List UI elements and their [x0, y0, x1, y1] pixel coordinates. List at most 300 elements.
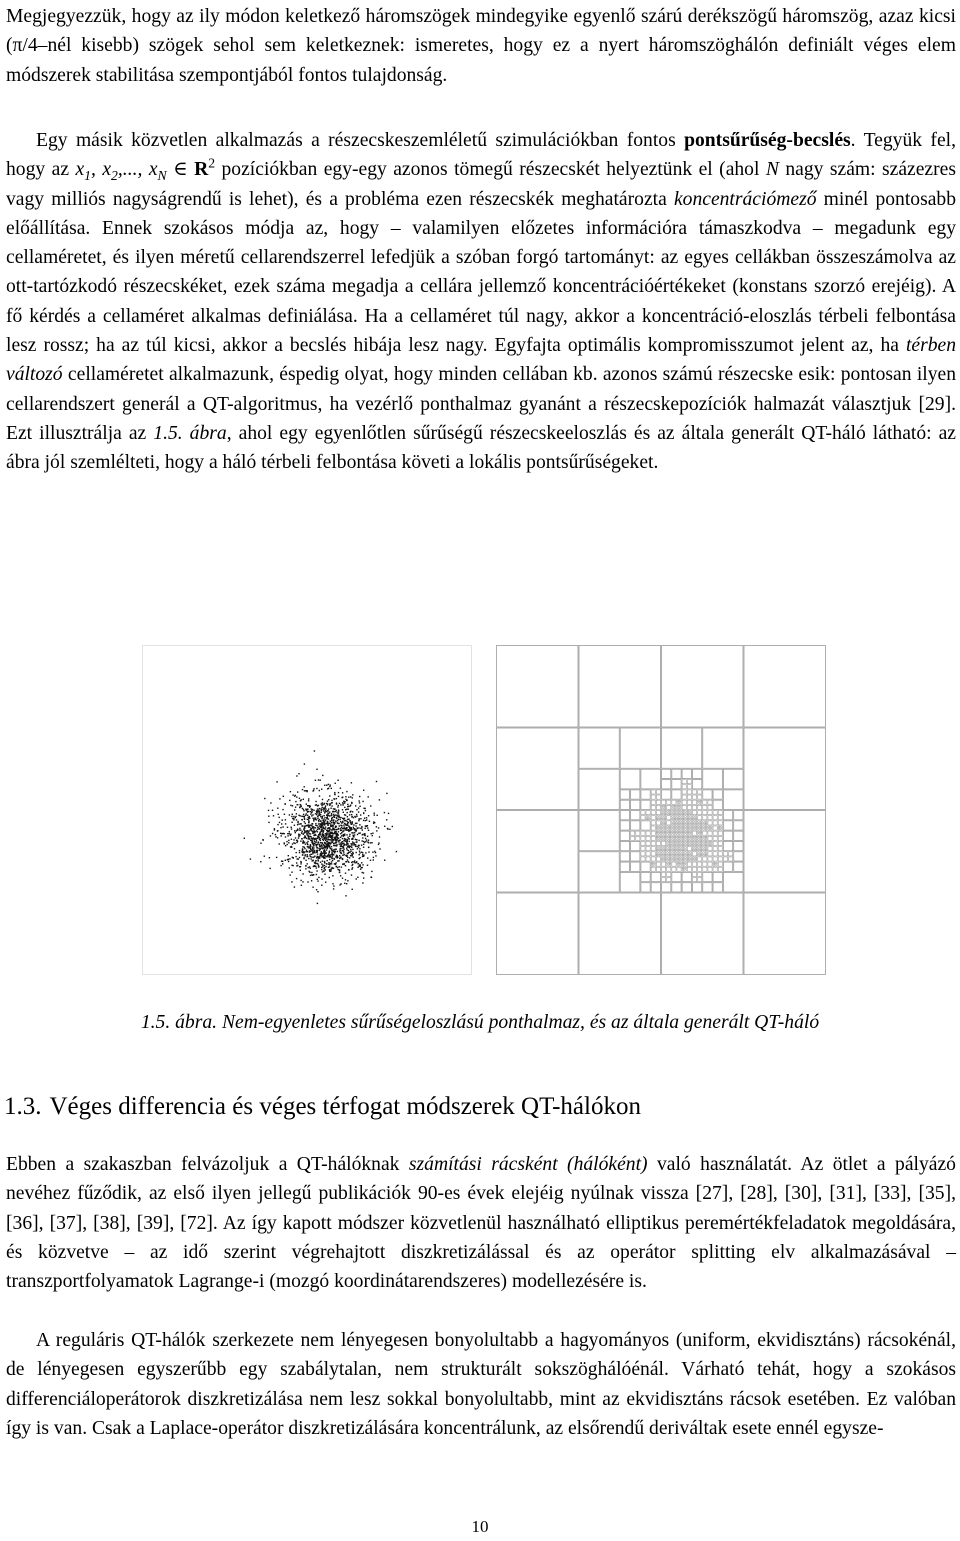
point-mark [295, 801, 296, 802]
qt-cell [667, 849, 669, 851]
point-mark [358, 820, 359, 821]
point-mark [341, 866, 342, 867]
point-mark [347, 861, 348, 862]
point-mark [331, 813, 332, 814]
qt-cell [695, 857, 697, 859]
point-mark [320, 824, 321, 825]
qt-cell [687, 816, 689, 818]
point-mark [353, 824, 354, 825]
point-mark [344, 820, 345, 821]
qt-cell [687, 857, 689, 859]
point-mark [325, 810, 326, 811]
point-mark [365, 852, 366, 853]
point-mark [270, 835, 271, 836]
qt-cell [687, 852, 689, 854]
point-mark [321, 829, 322, 830]
point-mark [368, 796, 369, 797]
point-mark [280, 833, 281, 834]
qt-cell [674, 823, 676, 825]
qt-cell [672, 883, 681, 892]
point-mark [324, 785, 325, 786]
point-mark [285, 823, 286, 824]
point-mark [284, 814, 285, 815]
point-mark [322, 807, 323, 808]
qt-cell [677, 805, 679, 807]
point-mark [351, 816, 352, 817]
point-mark [322, 820, 323, 821]
qt-cell [664, 808, 666, 810]
point-mark [315, 817, 316, 818]
qt-cell [687, 839, 689, 841]
qt-cell [710, 826, 712, 828]
point-mark [318, 844, 319, 845]
qt-cell [672, 834, 674, 836]
point-mark [304, 830, 305, 831]
qt-cell [685, 818, 687, 820]
point-mark [358, 847, 359, 848]
point-mark [297, 858, 298, 859]
qt-cell [698, 811, 702, 815]
point-mark [293, 816, 294, 817]
qt-cell [700, 800, 702, 802]
qt-cell [687, 867, 691, 871]
point-mark [353, 817, 354, 818]
point-mark [325, 869, 326, 870]
point-mark [334, 809, 335, 810]
point-mark [327, 825, 328, 826]
qt-cell [687, 813, 689, 815]
qt-cell [672, 818, 674, 820]
qt-cell [685, 852, 687, 854]
qt-cell [659, 852, 661, 854]
point-mark [319, 795, 320, 796]
qt-cell [651, 883, 660, 892]
qt-cell [669, 813, 671, 815]
qt-cell [680, 849, 682, 851]
qt-cell [641, 811, 645, 815]
point-mark [303, 810, 304, 811]
qt-cell [710, 841, 712, 843]
point-mark [308, 858, 309, 859]
point-mark [365, 820, 366, 821]
point-mark [325, 826, 326, 827]
point-mark [296, 862, 297, 863]
point-mark [322, 817, 323, 818]
point-mark [311, 811, 312, 812]
point-mark [335, 814, 336, 815]
point-mark [318, 842, 319, 843]
point-mark [295, 837, 296, 838]
point-mark [343, 864, 344, 865]
qt-cell [692, 883, 701, 892]
qt-cell [651, 826, 655, 830]
point-mark [374, 814, 375, 815]
qt-cell [579, 893, 661, 975]
point-mark [359, 852, 360, 853]
qt-cell [667, 826, 669, 828]
point-mark [331, 861, 332, 862]
point-mark [313, 849, 314, 850]
point-mark [347, 853, 348, 854]
point-mark [313, 856, 314, 857]
point-mark [330, 863, 331, 864]
point-mark [324, 858, 325, 859]
point-mark [346, 861, 347, 862]
qt-cell [680, 821, 682, 823]
qt-cell [680, 847, 682, 849]
point-mark [298, 836, 299, 837]
qt-cell [682, 795, 686, 799]
point-mark [325, 837, 326, 838]
qt-cell [713, 821, 717, 825]
point-mark [300, 829, 301, 830]
point-mark [310, 813, 311, 814]
point-mark [371, 833, 372, 834]
qt-cell [698, 857, 702, 861]
qt-cell [674, 805, 676, 807]
qt-cell [651, 841, 655, 845]
qt-cell [672, 813, 674, 815]
point-mark [318, 866, 319, 867]
point-mark [321, 853, 322, 854]
point-mark [339, 817, 340, 818]
point-mark [322, 799, 323, 800]
point-mark [370, 842, 371, 843]
point-mark [281, 835, 282, 836]
qt-cell [680, 826, 682, 828]
point-mark [346, 824, 347, 825]
point-mark [340, 846, 341, 847]
point-mark [316, 811, 317, 812]
qt-cell [677, 849, 679, 851]
point-mark [309, 871, 310, 872]
italic-term: térben változó [6, 335, 956, 386]
qt-mesh-plot [496, 645, 826, 975]
point-mark [304, 786, 305, 787]
qt-cell [708, 847, 712, 851]
point-mark [264, 856, 265, 857]
point-mark [312, 790, 313, 791]
point-mark [294, 825, 295, 826]
qt-cell [708, 831, 712, 835]
point-mark [338, 834, 339, 835]
point-mark [312, 823, 313, 824]
qt-cell [695, 823, 697, 825]
point-mark [352, 811, 353, 812]
qt-cell [631, 821, 640, 830]
qt-cell [651, 852, 655, 856]
point-mark [301, 832, 302, 833]
point-mark [367, 841, 368, 842]
point-mark [304, 842, 305, 843]
qt-cell [641, 790, 650, 799]
qt-cell [718, 857, 722, 861]
point-mark [321, 863, 322, 864]
text-run: nagy szám: százezres vagy milliós nagyságrendű is lehet), és a probléma ezen részecskék meghatározta [6, 159, 956, 210]
qt-cell [664, 849, 666, 851]
point-mark [347, 825, 348, 826]
point-mark [343, 835, 344, 836]
qt-cell [662, 841, 666, 845]
point-mark [347, 819, 348, 820]
point-mark [324, 867, 325, 868]
qt-cell [695, 844, 697, 846]
qt-cell [710, 844, 712, 846]
point-mark [299, 828, 300, 829]
point-mark [346, 842, 347, 843]
point-mark [348, 829, 349, 830]
point-mark [342, 792, 343, 793]
point-mark [341, 822, 342, 823]
point-mark [349, 834, 350, 835]
point-mark [308, 798, 309, 799]
point-mark [340, 788, 341, 789]
point-mark [335, 825, 336, 826]
qt-cell [703, 872, 712, 881]
point-mark [356, 839, 357, 840]
point-mark [327, 847, 328, 848]
point-mark [350, 849, 351, 850]
qt-cell [646, 818, 648, 820]
qt-cell [692, 780, 701, 789]
point-mark [341, 830, 342, 831]
qt-cell [703, 829, 705, 831]
point-mark [314, 839, 315, 840]
qt-cell [708, 836, 712, 840]
qt-cell [620, 728, 660, 768]
point-mark [345, 879, 346, 880]
point-mark [324, 838, 325, 839]
point-mark [272, 833, 273, 834]
point-mark [360, 869, 361, 870]
point-mark [325, 847, 326, 848]
point-mark [316, 825, 317, 826]
figure-caption: 1.5. ábra. Nem-egyenletes sűrűségeloszlású ponthalmaz, és az általa generált QT-háló [140, 1012, 820, 1033]
point-mark [350, 822, 351, 823]
qt-cell [680, 829, 682, 831]
point-mark [327, 803, 328, 804]
point-mark [299, 866, 300, 867]
point-mark [292, 843, 293, 844]
qt-cell [677, 816, 679, 818]
qt-cell [662, 849, 664, 851]
qt-cell [497, 646, 579, 728]
point-mark [290, 874, 291, 875]
qt-cell [682, 769, 691, 778]
qt-cell [685, 816, 687, 818]
point-mark [358, 863, 359, 864]
point-mark [316, 814, 317, 815]
qt-cell [662, 831, 664, 833]
qt-cell [695, 821, 697, 823]
qt-cell [497, 893, 579, 975]
point-mark [331, 857, 332, 858]
point-mark [333, 845, 334, 846]
point-mark [350, 811, 351, 812]
qt-cell [734, 821, 743, 830]
qt-cell [692, 862, 696, 866]
point-mark [297, 804, 298, 805]
point-mark [311, 858, 312, 859]
point-mark [354, 829, 355, 830]
qt-cell [680, 803, 682, 805]
point-mark [310, 868, 311, 869]
point-mark [328, 836, 329, 837]
point-mark [317, 857, 318, 858]
point-mark [293, 842, 294, 843]
qt-cell [497, 811, 579, 893]
point-mark [353, 844, 354, 845]
point-mark [327, 810, 328, 811]
qt-cell [695, 829, 697, 831]
point-mark [309, 838, 310, 839]
qt-cell [656, 847, 658, 849]
point-mark [293, 839, 294, 840]
point-mark [361, 845, 362, 846]
qt-cell [705, 844, 707, 846]
qt-cell [692, 800, 696, 804]
qt-cell [677, 859, 679, 861]
qt-cell [669, 836, 671, 838]
point-mark [313, 819, 314, 820]
point-mark [299, 807, 300, 808]
point-mark [364, 833, 365, 834]
point-mark [260, 843, 261, 844]
point-mark [308, 830, 309, 831]
point-mark [353, 836, 354, 837]
qt-cell [664, 818, 666, 820]
qt-cell [674, 841, 676, 843]
qt-cell [680, 862, 682, 864]
qt-cell [656, 867, 660, 871]
qt-cell [664, 823, 666, 825]
point-mark [321, 827, 322, 828]
point-mark [328, 813, 329, 814]
point-mark [315, 819, 316, 820]
qt-cell [695, 818, 697, 820]
point-mark [317, 829, 318, 830]
point-mark [331, 848, 332, 849]
point-mark [353, 828, 354, 829]
qt-cell [700, 831, 702, 833]
qt-cell [708, 829, 710, 831]
point-mark [309, 833, 310, 834]
point-mark [346, 848, 347, 849]
qt-cell [677, 865, 679, 867]
qt-cell [659, 849, 661, 851]
point-mark [359, 864, 360, 865]
point-mark [361, 862, 362, 863]
point-mark [288, 840, 289, 841]
point-mark [340, 821, 341, 822]
qt-cell [705, 852, 707, 854]
point-mark [313, 788, 314, 789]
qt-cell [692, 823, 694, 825]
qt-cell [674, 844, 676, 846]
qt-cell [672, 839, 674, 841]
point-mark [299, 823, 300, 824]
qt-cell [690, 829, 692, 831]
point-mark [285, 860, 286, 861]
point-mark [307, 805, 308, 806]
point-mark [304, 848, 305, 849]
qt-cell [723, 811, 732, 820]
point-mark [311, 874, 312, 875]
point-mark [322, 804, 323, 805]
point-mark [349, 857, 350, 858]
section-title: Véges differencia és véges térfogat módszerek QT-hálókon [49, 1093, 641, 1120]
qt-cell [659, 818, 661, 820]
qt-cell [690, 836, 692, 838]
point-mark [364, 818, 365, 819]
point-mark [346, 883, 347, 884]
point-mark [310, 844, 311, 845]
point-mark [352, 797, 353, 798]
point-mark [321, 848, 322, 849]
qt-cell [687, 831, 689, 833]
qt-cell [667, 859, 669, 861]
qt-cell [698, 816, 702, 820]
point-mark [331, 815, 332, 816]
point-mark [362, 801, 363, 802]
point-mark [331, 818, 332, 819]
qt-cell [708, 805, 712, 809]
qt-cell [703, 805, 707, 809]
qt-cell [649, 818, 651, 820]
qt-cell [680, 831, 682, 833]
point-mark [321, 845, 322, 846]
point-mark [340, 828, 341, 829]
point-mark [357, 846, 358, 847]
point-mark [312, 843, 313, 844]
qt-cell [682, 816, 684, 818]
qt-cell [667, 811, 669, 813]
point-mark [338, 815, 339, 816]
qt-cell [680, 839, 682, 841]
point-mark [335, 827, 336, 828]
point-mark [330, 869, 331, 870]
qt-cell [700, 803, 702, 805]
qt-cell [664, 839, 666, 841]
qt-cell [680, 857, 682, 859]
qt-cell [651, 821, 655, 825]
qt-cell [662, 839, 664, 841]
point-mark [350, 820, 351, 821]
point-mark [344, 807, 345, 808]
point-mark [327, 855, 328, 856]
point-mark [312, 809, 313, 810]
qt-cell [667, 872, 671, 876]
qt-cell [662, 826, 664, 828]
qt-cell [708, 852, 712, 856]
point-mark [325, 828, 326, 829]
qt-cell [698, 829, 700, 831]
point-mark [314, 834, 315, 835]
point-mark [308, 832, 309, 833]
point-mark [328, 808, 329, 809]
qt-cell [685, 862, 687, 864]
point-mark [297, 821, 298, 822]
qt-cell [685, 847, 687, 849]
point-mark [344, 838, 345, 839]
qt-cell [698, 805, 702, 809]
qt-cell [662, 808, 664, 810]
point-mark [319, 828, 320, 829]
point-mark [300, 863, 301, 864]
point-mark [317, 847, 318, 848]
text-run: Ebben a szakaszban felvázoljuk a QT-hálóknak [6, 1154, 409, 1175]
point-mark [325, 839, 326, 840]
